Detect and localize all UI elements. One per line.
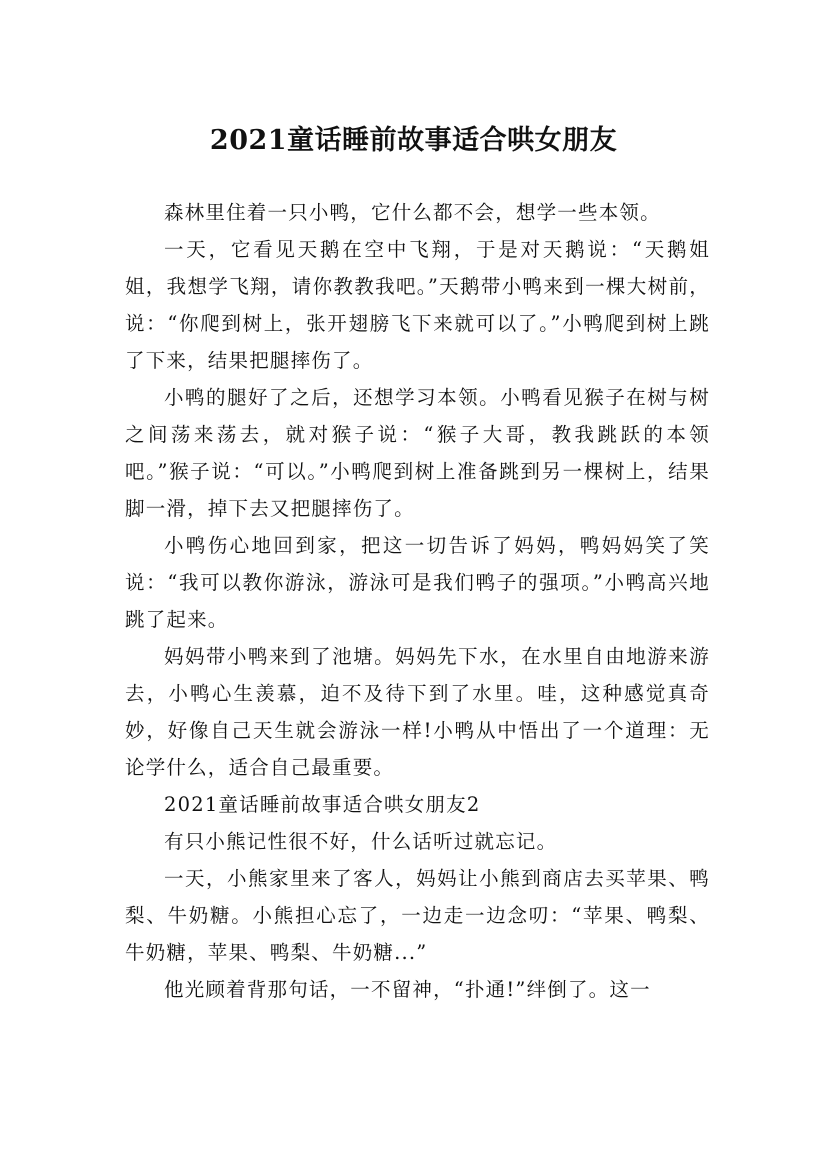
paragraph: 小鸭伤心地回到家，把这一切告诉了妈妈，鸭妈妈笑了笑说：“我可以教你游泳，游泳可是我们鸭子的强项。”小鸭高兴地跳了起来。 bbox=[125, 534, 710, 631]
paragraph: 有只小熊记性很不好，什么话听过就忘记。 bbox=[164, 830, 558, 853]
story-body bbox=[125, 194, 710, 1008]
paragraph: 妈妈带小鸭来到了池塘。妈妈先下水，在水里自由地游来游去，小鸭心生羡慕，迫不及待下到了水里。哇，这种感觉真奇妙，好像自己天生就会游泳一样!小鸭从中悟出了一个道理：无论学什么，适合自己最重要。 bbox=[125, 645, 710, 779]
paragraph: 小鸭的腿好了之后，还想学习本领。小鸭看见猴子在树与树之间荡来荡去，就对猴子说：“猴子大哥，教我跳跃的本领吧。”猴子说：“可以。”小鸭爬到树上准备跳到另一棵树上，结果脚一滑，掉下去又把腿摔伤了。 bbox=[125, 386, 710, 520]
paragraph: 一天，小熊家里来了客人，妈妈让小熊到商店去买苹果、鸭梨、牛奶糖。小熊担心忘了，一边走一边念叨：“苹果、鸭梨、牛奶糖，苹果、鸭梨、牛奶糖...” bbox=[125, 867, 710, 964]
paragraph: 一天，它看见天鹅在空中飞翔，于是对天鹅说：“天鹅姐姐，我想学飞翔，请你教教我吧。”天鹅带小鸭来到一棵大树前，说：“你爬到树上，张开翅膀飞下来就可以了。”小鸭爬到树上跳了下来，结果把腿摔伤了。 bbox=[125, 238, 710, 372]
paragraph: 森林里住着一只小鸭，它什么都不会，想学一些本领。 bbox=[164, 201, 661, 224]
paragraph: 他光顾着背那句话，一不留神，“扑通!”绊倒了。这一 bbox=[164, 978, 651, 1001]
page-title: 2021童话睡前故事适合哄女朋友 bbox=[209, 125, 618, 157]
section-heading: 2021童话睡前故事适合哄女朋友2 bbox=[164, 793, 481, 816]
